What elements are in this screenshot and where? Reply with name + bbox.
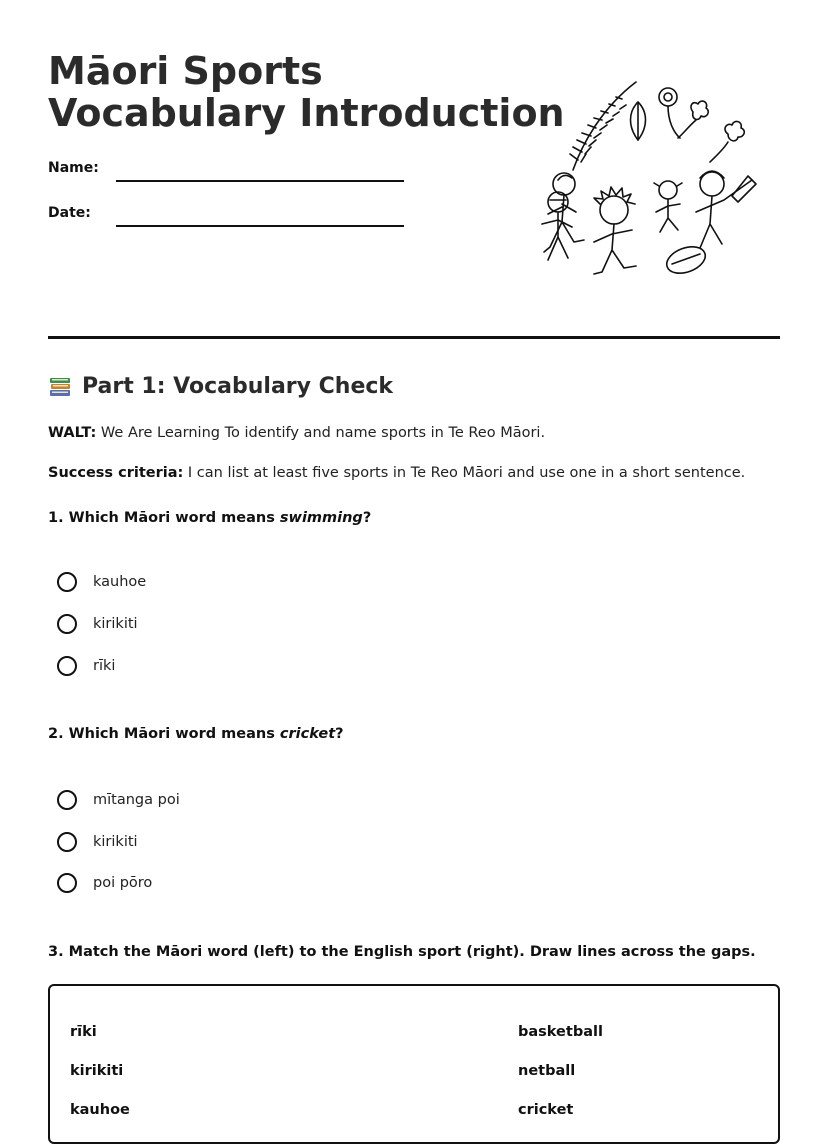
question-1 — [48, 510, 371, 526]
q2-option-3[interactable] — [57, 873, 152, 893]
option-label: mītanga poi — [93, 792, 180, 808]
match-right-1[interactable]: basketball — [518, 1024, 603, 1040]
match-right-2[interactable]: netball — [518, 1063, 576, 1079]
date-line[interactable] — [116, 225, 404, 227]
question-1-suffix: ? — [362, 510, 372, 526]
option-label: kauhoe — [93, 574, 147, 590]
match-right-3[interactable]: cricket — [518, 1102, 574, 1118]
q1-option-1[interactable] — [57, 572, 146, 592]
question-2 — [48, 726, 344, 742]
part-1-heading-text: Part 1: Vocabulary Check — [82, 374, 394, 399]
part-1-heading — [48, 374, 393, 399]
books-icon — [48, 375, 72, 399]
name-line[interactable] — [116, 180, 404, 182]
option-label: kirikiti — [93, 834, 138, 850]
radio-button[interactable] — [57, 832, 77, 852]
match-left-2[interactable]: kirikiti — [70, 1063, 124, 1079]
match-left-1[interactable]: rīki — [70, 1024, 97, 1040]
page-title — [48, 50, 565, 134]
option-label: poi pōro — [93, 875, 153, 891]
question-2-prefix: 2. Which Māori word means — [48, 726, 280, 742]
question-1-prefix: 1. Which Māori word means — [48, 510, 280, 526]
matching-box — [48, 984, 780, 1144]
q1-option-3[interactable] — [57, 656, 115, 676]
success-text: I can list at least five sports in Te Reo Māori and use one in a short sentence. — [183, 465, 746, 481]
option-label: rīki — [93, 658, 116, 674]
radio-button[interactable] — [57, 790, 77, 810]
radio-button[interactable] — [57, 614, 77, 634]
walt-label: WALT: — [48, 425, 97, 441]
radio-button[interactable] — [57, 572, 77, 592]
walt-text: We Are Learning To identify and name sports in Te Reo Māori. — [96, 425, 546, 441]
name-label: Name: — [48, 160, 99, 176]
question-1-term: swimming — [279, 510, 363, 526]
q2-option-2[interactable] — [57, 832, 138, 852]
walt-statement — [48, 425, 545, 441]
question-2-term: cricket — [279, 726, 336, 742]
title-line-1: Māori Sports — [48, 49, 323, 93]
option-label: kirikiti — [93, 616, 138, 632]
success-criteria — [48, 465, 745, 481]
question-3: 3. Match the Māori word (left) to the English sport (right). Draw lines across the gaps. — [48, 944, 756, 960]
radio-button[interactable] — [57, 656, 77, 676]
children-playing-sports-illustration — [528, 72, 768, 286]
question-2-suffix: ? — [335, 726, 344, 742]
title-line-2: Vocabulary Introduction — [48, 91, 565, 135]
q2-option-1[interactable] — [57, 790, 180, 810]
match-left-3[interactable]: kauhoe — [70, 1102, 130, 1118]
success-label: Success criteria: — [48, 465, 184, 481]
section-divider — [48, 336, 780, 339]
q1-option-2[interactable] — [57, 614, 138, 634]
date-label: Date: — [48, 205, 91, 221]
radio-button[interactable] — [57, 873, 77, 893]
